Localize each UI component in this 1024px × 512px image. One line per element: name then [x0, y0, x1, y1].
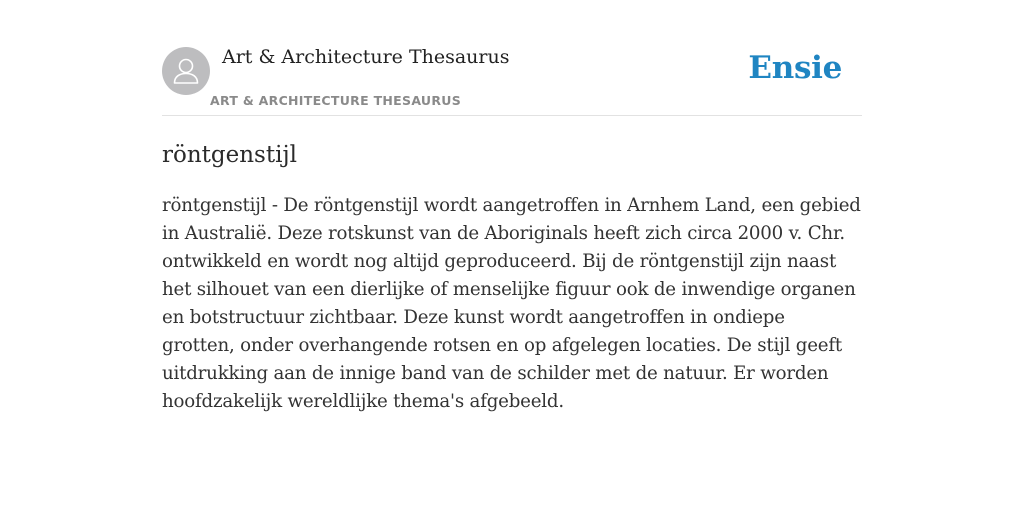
source-subtitle[interactable]: ART & ARCHITECTURE THESAURUS — [210, 93, 462, 108]
entry-card — [162, 40, 862, 416]
source-title[interactable]: Art & Architecture Thesaurus — [222, 46, 510, 68]
user-icon — [162, 47, 210, 95]
entry-definition: röntgenstijl - De röntgenstijl wordt aangetroffen in Arnhem Land, een gebied in Australië. Deze rotskunst van de Aboriginals heeft zich circa 2000 v. Chr. ontwikkeld en wordt nog altijd geproduceerd. Bij de röntgenstijl zijn naast het silhouet van een dierlijke of menselijke figuur ook de inwendige organen en botstructuur zichtbaar. Deze kunst wordt aangetroffen in ondiepe grotten, onder overhangende rotsen en op afgelegen locaties. De stijl geeft uitdrukking aan de innige band van de schilder met de natuur. Er worden hoofdzakelijk wereldlijke thema's afgebeeld. — [162, 195, 861, 412]
entry-header — [162, 40, 862, 116]
source-avatar[interactable] — [162, 47, 210, 95]
brand-logo[interactable]: Ensie — [748, 50, 842, 86]
entry-term: röntgenstijl — [162, 142, 297, 168]
